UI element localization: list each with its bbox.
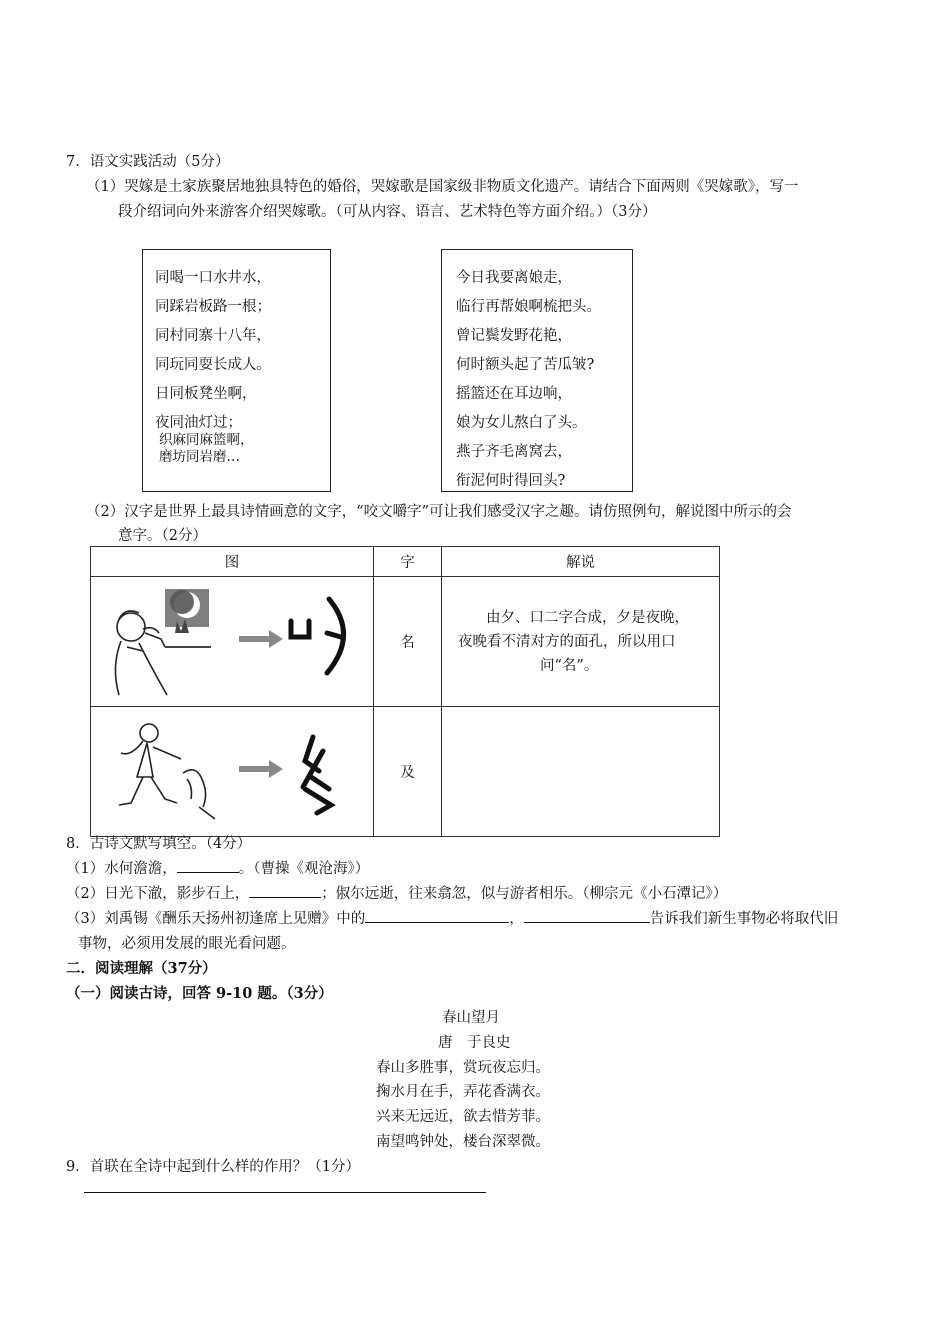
q8-line1-text-a: （1）水何澹澹， bbox=[66, 861, 177, 877]
poem-line: 兴来无远近，欲去惜芳菲。 bbox=[376, 1109, 550, 1125]
song-left-line: 同喝一口水井水， bbox=[155, 270, 271, 286]
answer-blank[interactable] bbox=[177, 857, 239, 873]
table-explain-cell-empty bbox=[442, 707, 720, 837]
explain-line: 问“名”。 bbox=[540, 657, 599, 674]
table-header-explain: 解说 bbox=[442, 547, 720, 577]
ji-illustration bbox=[91, 707, 373, 832]
song-left-line: 磨坊同岩磨… bbox=[159, 449, 240, 465]
q7-part1-line2: 段介绍词向外来游客介绍哭嫁歌。（可从内容、语言、艺术特色等方面介绍。）（3分） bbox=[118, 204, 657, 220]
answer-blank[interactable] bbox=[249, 882, 321, 898]
song-right-line: 摇篮还在耳边响， bbox=[456, 386, 572, 402]
q9-answer-line[interactable] bbox=[84, 1192, 486, 1193]
table-header-image: 图 bbox=[91, 547, 374, 577]
section-two-sub1: （一）阅读古诗，回答 9-10 题。（3分） bbox=[66, 985, 333, 1002]
q8-line3-cont: 事物，必须用发展的眼光看问题。 bbox=[78, 936, 296, 952]
q7-part2-line1: （2）汉字是世界上最具诗情画意的文字，“咬文嚼字”可让我们感受汉字之趣。请仿照例句，解说图中所示的会 bbox=[86, 504, 792, 520]
table-image-cell-ming bbox=[91, 577, 374, 707]
table-char-cell: 名 bbox=[374, 577, 442, 707]
q8-line3-text-a: （3）刘禹锡《酬乐天扬州初逢席上见赠》中的 bbox=[66, 911, 366, 927]
song-right-line: 今日我要离娘走， bbox=[456, 270, 572, 286]
q8-line2-text-b: ；俶尔远逝，往来翕忽，似与游者相乐。（柳宗元《小石潭记》） bbox=[321, 886, 728, 902]
q8-line3-text-b: ， bbox=[509, 911, 524, 927]
q8-line2 bbox=[66, 882, 727, 903]
song-left-line: 日同板凳坐啊， bbox=[155, 386, 257, 402]
song-right-line: 衔泥何时得回头? bbox=[456, 473, 566, 489]
answer-blank[interactable] bbox=[365, 907, 509, 923]
song-left-line: 织麻同麻篮啊， bbox=[159, 432, 254, 448]
ming-illustration bbox=[91, 577, 373, 702]
poem-line: 掬水月在手，弄花香满衣。 bbox=[376, 1084, 550, 1100]
song-right-line: 临行再帮娘啊梳把头。 bbox=[456, 299, 601, 315]
q7-part2-line2: 意字。（2分） bbox=[118, 528, 207, 544]
poem-line: 春山多胜事，赏玩夜忘归。 bbox=[376, 1060, 550, 1076]
answer-blank[interactable] bbox=[524, 907, 650, 923]
table-image-cell-ji bbox=[91, 707, 374, 837]
q9-title: 9．首联在全诗中起到什么样的作用？（1分） bbox=[66, 1159, 360, 1175]
q8-line2-text-a: （2）日光下澈，影步石上， bbox=[66, 886, 250, 902]
song-right-line: 曾记鬓发野花艳， bbox=[456, 328, 572, 344]
table-explain-cell bbox=[442, 577, 720, 707]
poem-author: 唐 于良史 bbox=[438, 1035, 511, 1051]
song-right-line: 娘为女儿熬白了头。 bbox=[456, 415, 587, 431]
section-two-title: 二．阅读理解（37分） bbox=[66, 960, 217, 977]
song-box-left bbox=[142, 249, 331, 492]
q8-title: 8．古诗文默写填空。（4分） bbox=[66, 836, 252, 852]
q8-line1 bbox=[66, 857, 369, 878]
poem-line: 南望鸣钟处，楼台深翠微。 bbox=[376, 1134, 550, 1150]
q8-line3 bbox=[66, 907, 838, 928]
song-left-line: 同村同寨十八年， bbox=[155, 328, 271, 344]
song-right-line: 燕子齐毛离窝去， bbox=[456, 444, 572, 460]
explain-line: 夜晚看不清对方的面孔，所以用口 bbox=[458, 633, 676, 650]
table-char-cell: 及 bbox=[374, 707, 442, 837]
q7-title: 7．语文实践活动（5分） bbox=[66, 154, 230, 170]
song-left-line: 夜同油灯过； bbox=[155, 415, 242, 431]
q8-line1-text-b: 。（曹操《观沧海》） bbox=[238, 861, 370, 877]
explain-line: 由夕、口二字合成，夕是夜晚， bbox=[486, 609, 689, 626]
song-left-line: 同玩同耍长成人。 bbox=[155, 357, 271, 373]
character-table bbox=[90, 546, 720, 837]
q8-line3-text-c: 告诉我们新生事物必将取代旧 bbox=[649, 911, 839, 927]
song-left-line: 同踩岩板路一根； bbox=[155, 299, 271, 315]
poem-title: 春山望月 bbox=[442, 1010, 500, 1026]
q7-part1-line1: （1）哭嫁是土家族聚居地独具特色的婚俗，哭嫁歌是国家级非物质文化遗产。请结合下面两则《哭嫁歌》，写一 bbox=[86, 179, 799, 195]
song-right-line: 何时额头起了苦瓜皱? bbox=[456, 357, 595, 373]
song-box-right bbox=[441, 249, 633, 492]
table-header-char: 字 bbox=[374, 547, 442, 577]
